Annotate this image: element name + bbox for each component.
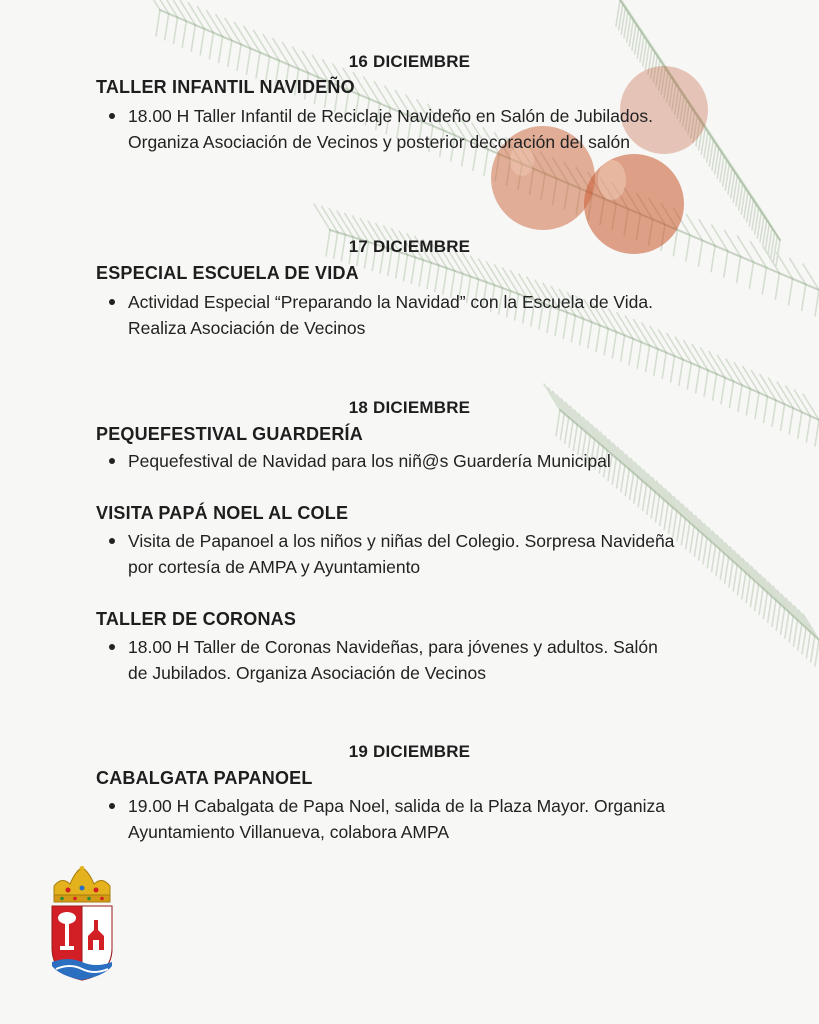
description-line: de Jubilados. Organiza Asociación de Vecinos	[128, 663, 487, 683]
description-line: 18.00 H Taller Infantil de Reciclaje Navideño en Salón de Jubilados.	[128, 106, 654, 126]
bullet-icon	[109, 299, 115, 305]
event-title: VISITA PAPÁ NOEL AL COLE	[96, 503, 349, 523]
description-line: Ayuntamiento Villanueva, colabora AMPA	[128, 822, 450, 842]
date-heading: 17 DICIEMBRE	[348, 237, 471, 256]
event-title: TALLER INFANTIL NAVIDEÑO	[96, 77, 355, 97]
event-title: TALLER DE CORONAS	[96, 609, 297, 629]
description-line: Visita de Papanoel a los niños y niñas del Colegio. Sorpresa Navideña	[128, 531, 675, 551]
date-heading: 16 DICIEMBRE	[348, 52, 471, 71]
bullet-icon	[109, 803, 115, 809]
event-description	[128, 103, 768, 155]
description-line: por cortesía de AMPA y Ayuntamiento	[128, 557, 421, 577]
event-description	[128, 793, 768, 845]
event-description	[128, 448, 768, 474]
date-heading: 19 DICIEMBRE	[348, 742, 471, 761]
bullet-icon	[109, 644, 115, 650]
bullet-icon	[109, 538, 115, 544]
description-line: 19.00 H Cabalgata de Papa Noel, salida de la Plaza Mayor. Organiza	[128, 796, 665, 816]
event-title: PEQUEFESTIVAL GUARDERÍA	[96, 424, 363, 444]
shield-icon	[52, 906, 112, 980]
coat-of-arms-logo	[48, 866, 116, 982]
event-title: CABALGATA PAPANOEL	[96, 768, 313, 788]
description-line: Realiza Asociación de Vecinos	[128, 318, 366, 338]
bullet-icon	[109, 458, 115, 464]
event-title: ESPECIAL ESCUELA DE VIDA	[96, 263, 359, 283]
bullet-icon	[109, 113, 115, 119]
description-line: Organiza Asociación de Vecinos y posterior decoración del salón	[128, 132, 630, 152]
description-line: Actividad Especial “Preparando la Navidad” con la Escuela de Vida.	[128, 292, 653, 312]
event-description	[128, 289, 768, 341]
event-description	[128, 634, 768, 686]
description-line: Pequefestival de Navidad para los niñ@s Guardería Municipal	[128, 451, 611, 471]
event-description	[128, 528, 768, 580]
crown-icon	[54, 866, 110, 902]
date-heading: 18 DICIEMBRE	[348, 398, 471, 417]
description-line: 18.00 H Taller de Coronas Navideñas, para jóvenes y adultos. Salón	[128, 637, 658, 657]
